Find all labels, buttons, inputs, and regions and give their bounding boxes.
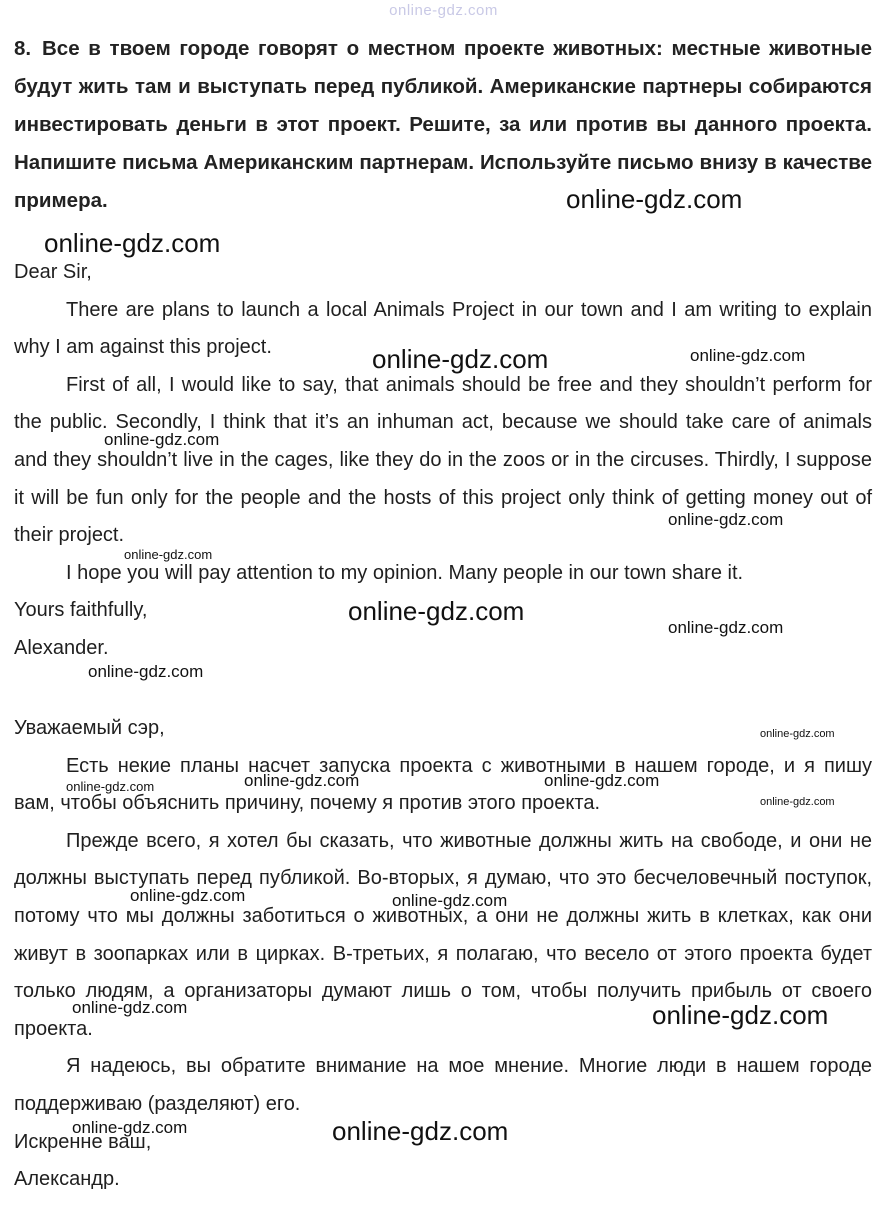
task-prompt xyxy=(14,30,872,220)
task-text: Все в твоем городе говорят о местном проекте животных: местные животные будут жить там и выступать перед публикой. Американские партнеры собираются инвестировать деньги в этот проект. Решите, за или против вы данного проекта. Напишите письма Американским партнерам. Используйте письмо внизу в качестве примера. xyxy=(14,37,872,212)
watermark: online-gdz.com xyxy=(72,998,188,1017)
letter-ru-closing: Искренне ваш, xyxy=(14,1130,152,1153)
letter-en-salutation: Dear Sir, xyxy=(14,261,92,283)
watermark: online-gdz.com xyxy=(690,346,806,365)
watermark: online-gdz.com xyxy=(66,779,155,794)
top-watermark: online-gdz.com xyxy=(389,2,498,19)
watermark: online-gdz.com xyxy=(760,796,835,808)
watermark: online-gdz.com xyxy=(668,510,784,529)
letter-en-signature: Alexander. xyxy=(14,636,109,659)
watermark: online-gdz.com xyxy=(104,430,220,449)
watermark: online-gdz.com xyxy=(372,344,549,374)
task-number: 8. xyxy=(14,37,32,60)
letter-en-paragraph: I hope you will pay attention to my opinion. Many people in our town share it. xyxy=(66,561,744,584)
letter-ru-paragraph: Есть некие планы насчет запуска проекта с животными в нашем городе, и я пишу вам, чтобы объяснить причину, почему я против этого проекта. xyxy=(14,754,872,815)
watermark: online-gdz.com xyxy=(130,886,246,905)
watermark: online-gdz.com xyxy=(124,547,213,562)
letter-en-paragraph: First of all, I would like to say, that animals should be free and they shouldn’t perform for the public. Secondly, I think that it’s an inhuman act, because we should take care of animals and they shouldn’t live in the cages, like they do in the zoos or in the circuses. Thirdly, I suppose it will be fun only for the people and the hosts of this project only think of getting money out of their project. xyxy=(14,373,872,547)
watermark: online-gdz.com xyxy=(392,891,508,910)
watermark: online-gdz.com xyxy=(332,1116,509,1146)
watermark: online-gdz.com xyxy=(88,662,204,681)
letter-ru-paragraph: Прежде всего, я хотел бы сказать, что животные должны жить на свободе, и они не должны выступать перед публикой. Во-вторых, я думаю, что это бесчеловечный поступок, потому что мы должны заботиться о животных, а они не должны жить в клетках, как они живут в зоопарках или в цирках. В-третьих, я полагаю, что весело от этого проекта будет только людям, а организаторы думают лишь о том, чтобы получить прибыль от своего проекта. xyxy=(14,829,872,1040)
letter-ru-paragraph: Я надеюсь, вы обратите внимание на мое мнение. Многие люди в нашем городе поддерживаю (разделяют) его. xyxy=(14,1055,872,1115)
watermark: online-gdz.com xyxy=(44,228,221,258)
watermark: online-gdz.com xyxy=(72,1118,188,1137)
watermark: online-gdz.com xyxy=(652,1000,829,1030)
watermark: online-gdz.com xyxy=(760,728,835,740)
watermark: online-gdz.com xyxy=(566,184,743,214)
watermark: online-gdz.com xyxy=(348,596,525,626)
letter-en-paragraph: There are plans to launch a local Animals Project in our town and I am writing to explain why I am against this project. xyxy=(14,298,872,359)
watermark: online-gdz.com xyxy=(668,618,784,637)
watermark: online-gdz.com xyxy=(544,771,660,790)
letter-ru-salutation: Уважаемый сэр, xyxy=(14,717,165,739)
letter-en-closing: Yours faithfully, xyxy=(14,599,148,622)
watermark: online-gdz.com xyxy=(244,771,360,790)
letter-ru-signature: Александр. xyxy=(14,1168,120,1191)
